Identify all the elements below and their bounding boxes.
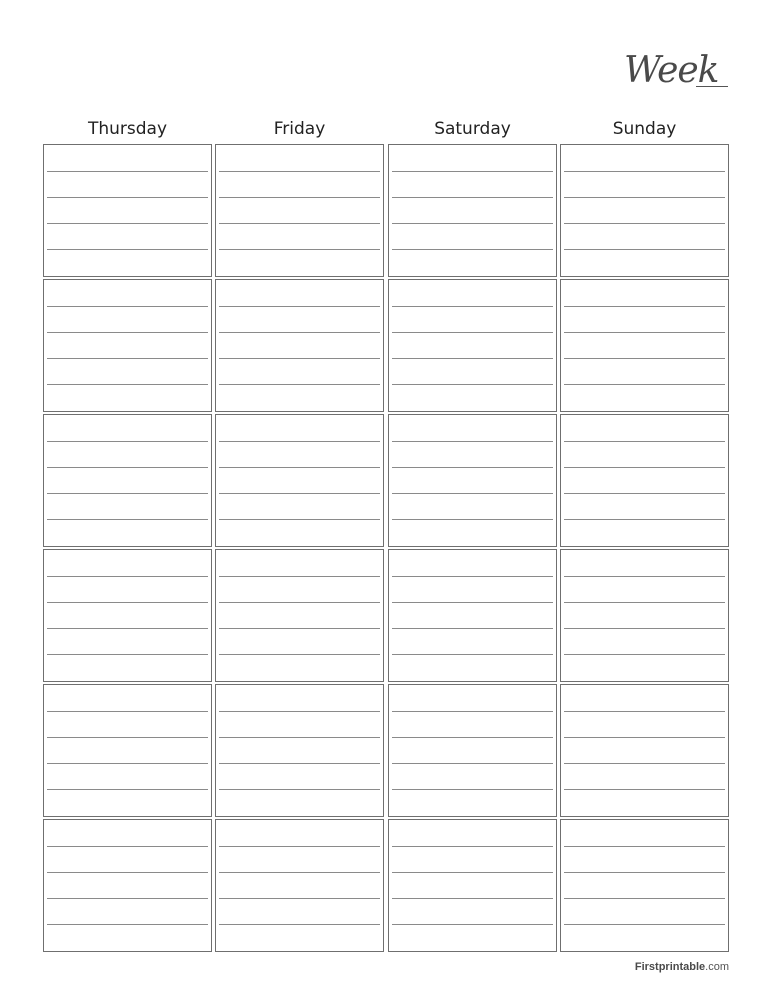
writing-line[interactable] [392, 711, 553, 712]
writing-line[interactable] [47, 654, 208, 655]
writing-line[interactable] [564, 898, 725, 899]
entry-block-thursday-3[interactable] [43, 414, 212, 547]
writing-line[interactable] [564, 171, 725, 172]
writing-line[interactable] [564, 711, 725, 712]
writing-line[interactable] [392, 223, 553, 224]
writing-line[interactable] [564, 197, 725, 198]
footer-brand-suffix: .com [705, 961, 729, 973]
writing-line[interactable] [219, 763, 380, 764]
entry-block-sunday-3[interactable] [560, 414, 729, 547]
entry-block-thursday-5[interactable] [43, 684, 212, 817]
entry-block-thursday-6[interactable] [43, 819, 212, 952]
writing-line[interactable] [47, 602, 208, 603]
writing-line[interactable] [392, 519, 553, 520]
writing-line[interactable] [219, 441, 380, 442]
writing-line[interactable] [47, 306, 208, 307]
writing-line[interactable] [392, 872, 553, 873]
writing-line[interactable] [47, 846, 208, 847]
writing-line[interactable] [564, 306, 725, 307]
writing-line[interactable] [47, 898, 208, 899]
writing-line[interactable] [219, 197, 380, 198]
writing-line[interactable] [564, 441, 725, 442]
writing-line[interactable] [47, 576, 208, 577]
day-header-saturday: Saturday [434, 119, 511, 139]
writing-line[interactable] [564, 846, 725, 847]
writing-line[interactable] [564, 737, 725, 738]
writing-line[interactable] [219, 924, 380, 925]
writing-line[interactable] [392, 898, 553, 899]
planner-grid [43, 144, 730, 952]
footer-brand [635, 961, 729, 973]
writing-line[interactable] [564, 493, 725, 494]
entry-block-saturday-4[interactable] [388, 549, 557, 682]
writing-line[interactable] [47, 467, 208, 468]
footer-brand-name: Firstprintable [634, 961, 706, 973]
writing-line[interactable] [219, 628, 380, 629]
title-word: Week [624, 50, 719, 91]
writing-line[interactable] [564, 763, 725, 764]
writing-line[interactable] [564, 384, 725, 385]
writing-line[interactable] [47, 384, 208, 385]
writing-line[interactable] [392, 628, 553, 629]
writing-line[interactable] [47, 789, 208, 790]
writing-line[interactable] [564, 789, 725, 790]
writing-line[interactable] [392, 602, 553, 603]
writing-line[interactable] [219, 711, 380, 712]
writing-line[interactable] [564, 223, 725, 224]
writing-line[interactable] [47, 358, 208, 359]
writing-line[interactable] [392, 924, 553, 925]
writing-line[interactable] [564, 249, 725, 250]
writing-line[interactable] [392, 763, 553, 764]
entry-block-sunday-4[interactable] [560, 549, 729, 682]
writing-line[interactable] [219, 898, 380, 899]
writing-line[interactable] [47, 872, 208, 873]
writing-line[interactable] [47, 519, 208, 520]
writing-line[interactable] [564, 602, 725, 603]
entry-block-saturday-2[interactable] [388, 279, 557, 412]
entry-block-saturday-1[interactable] [388, 144, 557, 277]
writing-line[interactable] [564, 924, 725, 925]
writing-line[interactable] [219, 519, 380, 520]
writing-line[interactable] [219, 789, 380, 790]
entry-block-sunday-6[interactable] [560, 819, 729, 952]
writing-line[interactable] [47, 249, 208, 250]
day-headers [43, 116, 730, 142]
writing-line[interactable] [47, 737, 208, 738]
entry-block-friday-6[interactable] [215, 819, 384, 952]
entry-block-saturday-3[interactable] [388, 414, 557, 547]
entry-block-sunday-1[interactable] [560, 144, 729, 277]
writing-line[interactable] [392, 306, 553, 307]
writing-line[interactable] [564, 358, 725, 359]
writing-line[interactable] [392, 358, 553, 359]
writing-line[interactable] [564, 654, 725, 655]
writing-line[interactable] [219, 358, 380, 359]
writing-line[interactable] [47, 628, 208, 629]
entry-block-friday-1[interactable] [215, 144, 384, 277]
entry-block-thursday-1[interactable] [43, 144, 212, 277]
writing-line[interactable] [47, 493, 208, 494]
entry-block-sunday-5[interactable] [560, 684, 729, 817]
writing-line[interactable] [47, 924, 208, 925]
entry-block-sunday-2[interactable] [560, 279, 729, 412]
writing-line[interactable] [392, 171, 553, 172]
writing-line[interactable] [47, 171, 208, 172]
writing-line[interactable] [564, 872, 725, 873]
writing-line[interactable] [219, 223, 380, 224]
day-header-sunday: Sunday [612, 119, 677, 139]
entry-block-saturday-5[interactable] [388, 684, 557, 817]
writing-line[interactable] [564, 332, 725, 333]
writing-line[interactable] [392, 332, 553, 333]
writing-line[interactable] [219, 306, 380, 307]
writing-line[interactable] [392, 789, 553, 790]
writing-line[interactable] [392, 737, 553, 738]
day-header-friday: Friday [273, 119, 326, 139]
writing-line[interactable] [219, 249, 380, 250]
writing-line[interactable] [392, 654, 553, 655]
writing-line[interactable] [564, 467, 725, 468]
writing-line[interactable] [564, 576, 725, 577]
writing-line[interactable] [219, 737, 380, 738]
entry-block-thursday-2[interactable] [43, 279, 212, 412]
writing-line[interactable] [47, 332, 208, 333]
writing-line[interactable] [219, 602, 380, 603]
writing-line[interactable] [47, 763, 208, 764]
page-title [624, 46, 734, 96]
writing-line[interactable] [219, 654, 380, 655]
entry-block-friday-2[interactable] [215, 279, 384, 412]
writing-line[interactable] [392, 197, 553, 198]
writing-line[interactable] [47, 441, 208, 442]
writing-line[interactable] [219, 576, 380, 577]
writing-line[interactable] [47, 223, 208, 224]
day-header-thursday: Thursday [87, 119, 168, 139]
writing-line[interactable] [219, 467, 380, 468]
writing-line[interactable] [392, 846, 553, 847]
writing-line[interactable] [219, 846, 380, 847]
writing-line[interactable] [564, 519, 725, 520]
entry-block-friday-4[interactable] [215, 549, 384, 682]
writing-line[interactable] [564, 628, 725, 629]
writing-line[interactable] [392, 493, 553, 494]
writing-line[interactable] [392, 441, 553, 442]
entry-block-saturday-6[interactable] [388, 819, 557, 952]
writing-line[interactable] [219, 872, 380, 873]
writing-line[interactable] [392, 249, 553, 250]
entry-block-friday-5[interactable] [215, 684, 384, 817]
writing-line[interactable] [219, 384, 380, 385]
writing-line[interactable] [219, 332, 380, 333]
writing-line[interactable] [219, 493, 380, 494]
writing-line[interactable] [392, 576, 553, 577]
writing-line[interactable] [47, 197, 208, 198]
week-number-blank[interactable] [696, 86, 728, 87]
writing-line[interactable] [219, 171, 380, 172]
entry-block-thursday-4[interactable] [43, 549, 212, 682]
writing-line[interactable] [392, 467, 553, 468]
writing-line[interactable] [392, 384, 553, 385]
entry-block-friday-3[interactable] [215, 414, 384, 547]
writing-line[interactable] [47, 711, 208, 712]
